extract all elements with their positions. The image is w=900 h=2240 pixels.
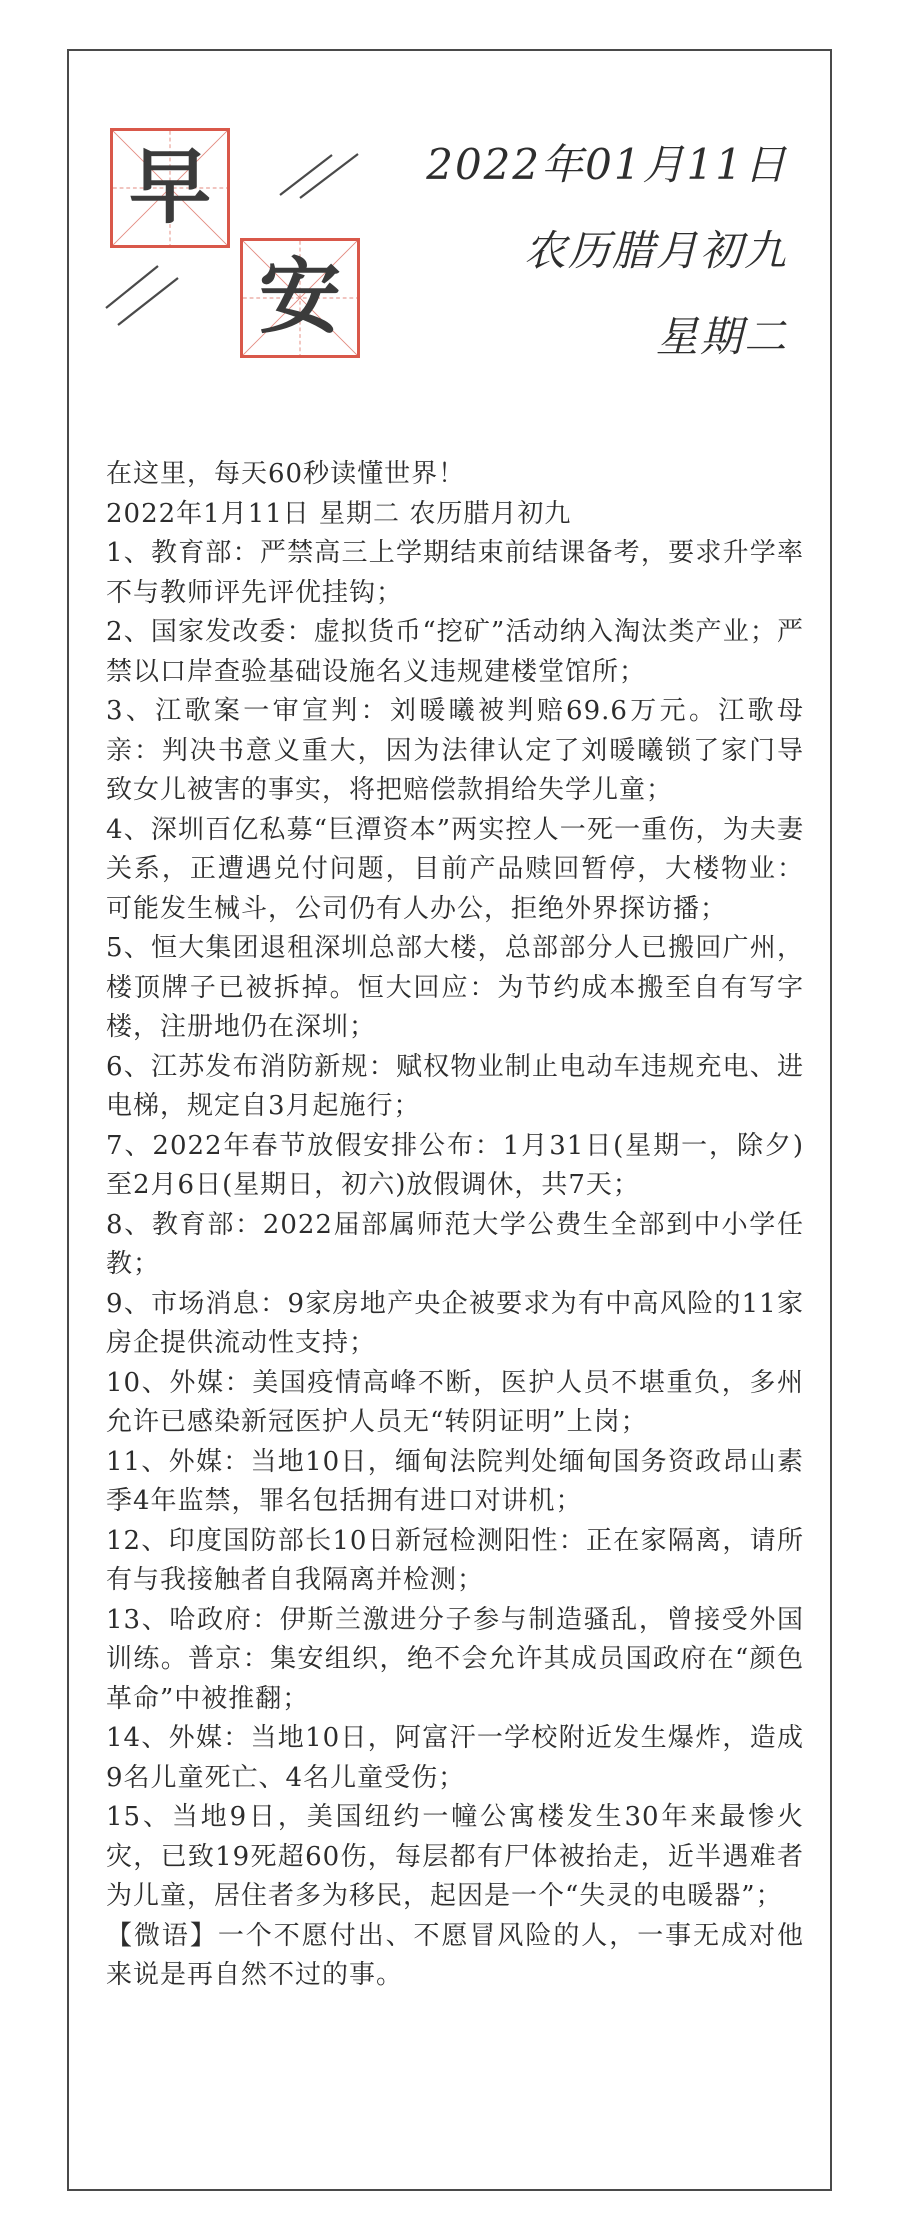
news-item: 13、哈政府：伊斯兰激进分子参与制造骚乱，曾接受外国训练。普京：集安组织，绝不会允许其成员国政府在“颜色革命”中被推翻；	[106, 1604, 804, 1714]
tile-zao	[110, 128, 230, 248]
lunar-date: 农历腊月初九	[523, 226, 788, 275]
news-item: 12、印度国防部长10日新冠检测阳性：正在家隔离，请所有与我接触者自我隔离并检测；	[106, 1525, 804, 1595]
news-item: 1、教育部：严禁高三上学期结束前结课备考，要求升学率不与教师评先评优挂钩；	[106, 538, 804, 608]
tile-an-char: 安	[258, 250, 341, 345]
news-item: 11、外媒：当地10日，缅甸法院判处缅甸国务资政昂山素季4年监禁，罪名包括拥有进口对讲机；	[106, 1446, 804, 1516]
news-item: 6、江苏发布消防新规：赋权物业制止电动车违规充电、进电梯，规定自3月起施行；	[106, 1051, 804, 1121]
news-content	[106, 455, 804, 1996]
news-item: 8、教育部：2022届部属师范大学公费生全部到中小学任教；	[106, 1209, 804, 1279]
news-item: 15、当地9日，美国纽约一幢公寓楼发生30年来最惨火灾，已致19死超60伤，每层都有尸体被抬走，近半遇难者为儿童，居住者多为移民，起因是一个“失灵的电暖器”；	[106, 1802, 804, 1911]
news-item: 3、江歌案一审宣判：刘暖曦被判赔69.6万元。江歌母亲：判决书意义重大，因为法律认定了刘暖曦锁了家门导致女儿被害的事实，将把赔偿款捐给失学儿童；	[106, 696, 804, 805]
date-block	[426, 135, 788, 367]
intro-line: 在这里，每天60秒读懂世界！	[106, 459, 466, 489]
date-line: 2022年1月11日 星期二 农历腊月初九	[106, 498, 572, 529]
news-item: 2、国家发改委：虚拟货币“挖矿”活动纳入淘汰类产业；严禁以口岸查验基础设施名义违规建楼堂馆所；	[106, 617, 804, 687]
weekday: 星期二	[655, 312, 788, 361]
news-item: 9、市场消息：9家房地产央企被要求为有中高风险的11家房企提供流动性支持；	[106, 1288, 804, 1358]
tile-an	[240, 238, 360, 358]
news-item: 10、外媒：美国疫情高峰不断，医护人员不堪重负，多州允许已感染新冠医护人员无“转阴证明”上岗；	[106, 1367, 804, 1437]
gregorian-date: 2022年01月11日	[426, 140, 788, 189]
news-item: 14、外媒：当地10日，阿富汗一学校附近发生爆炸，造成9名儿童死亡、4名儿童受伤；	[106, 1723, 804, 1793]
quote-line: 【微语】一个不愿付出、不愿冒风险的人，一事无成对他来说是再自然不过的事。	[106, 1920, 804, 1990]
news-item: 7、2022年春节放假安排公布：1月31日(星期一，除夕)至2月6日(星期日，初六)放假调休，共7天；	[106, 1130, 804, 1200]
news-item: 5、恒大集团退租深圳总部大楼，总部部分人已搬回广州，楼顶牌子已被拆掉。恒大回应：为节约成本搬至自有写字楼，注册地仍在深圳；	[106, 933, 804, 1042]
news-item: 4、深圳百亿私募“巨潭资本”两实控人一死一重伤，为夫妻关系，正遭遇兑付问题，目前产品赎回暂停，大楼物业：可能发生械斗，公司仍有人办公，拒绝外界探访播；	[106, 814, 804, 924]
tile-zao-char: 早	[128, 140, 211, 235]
